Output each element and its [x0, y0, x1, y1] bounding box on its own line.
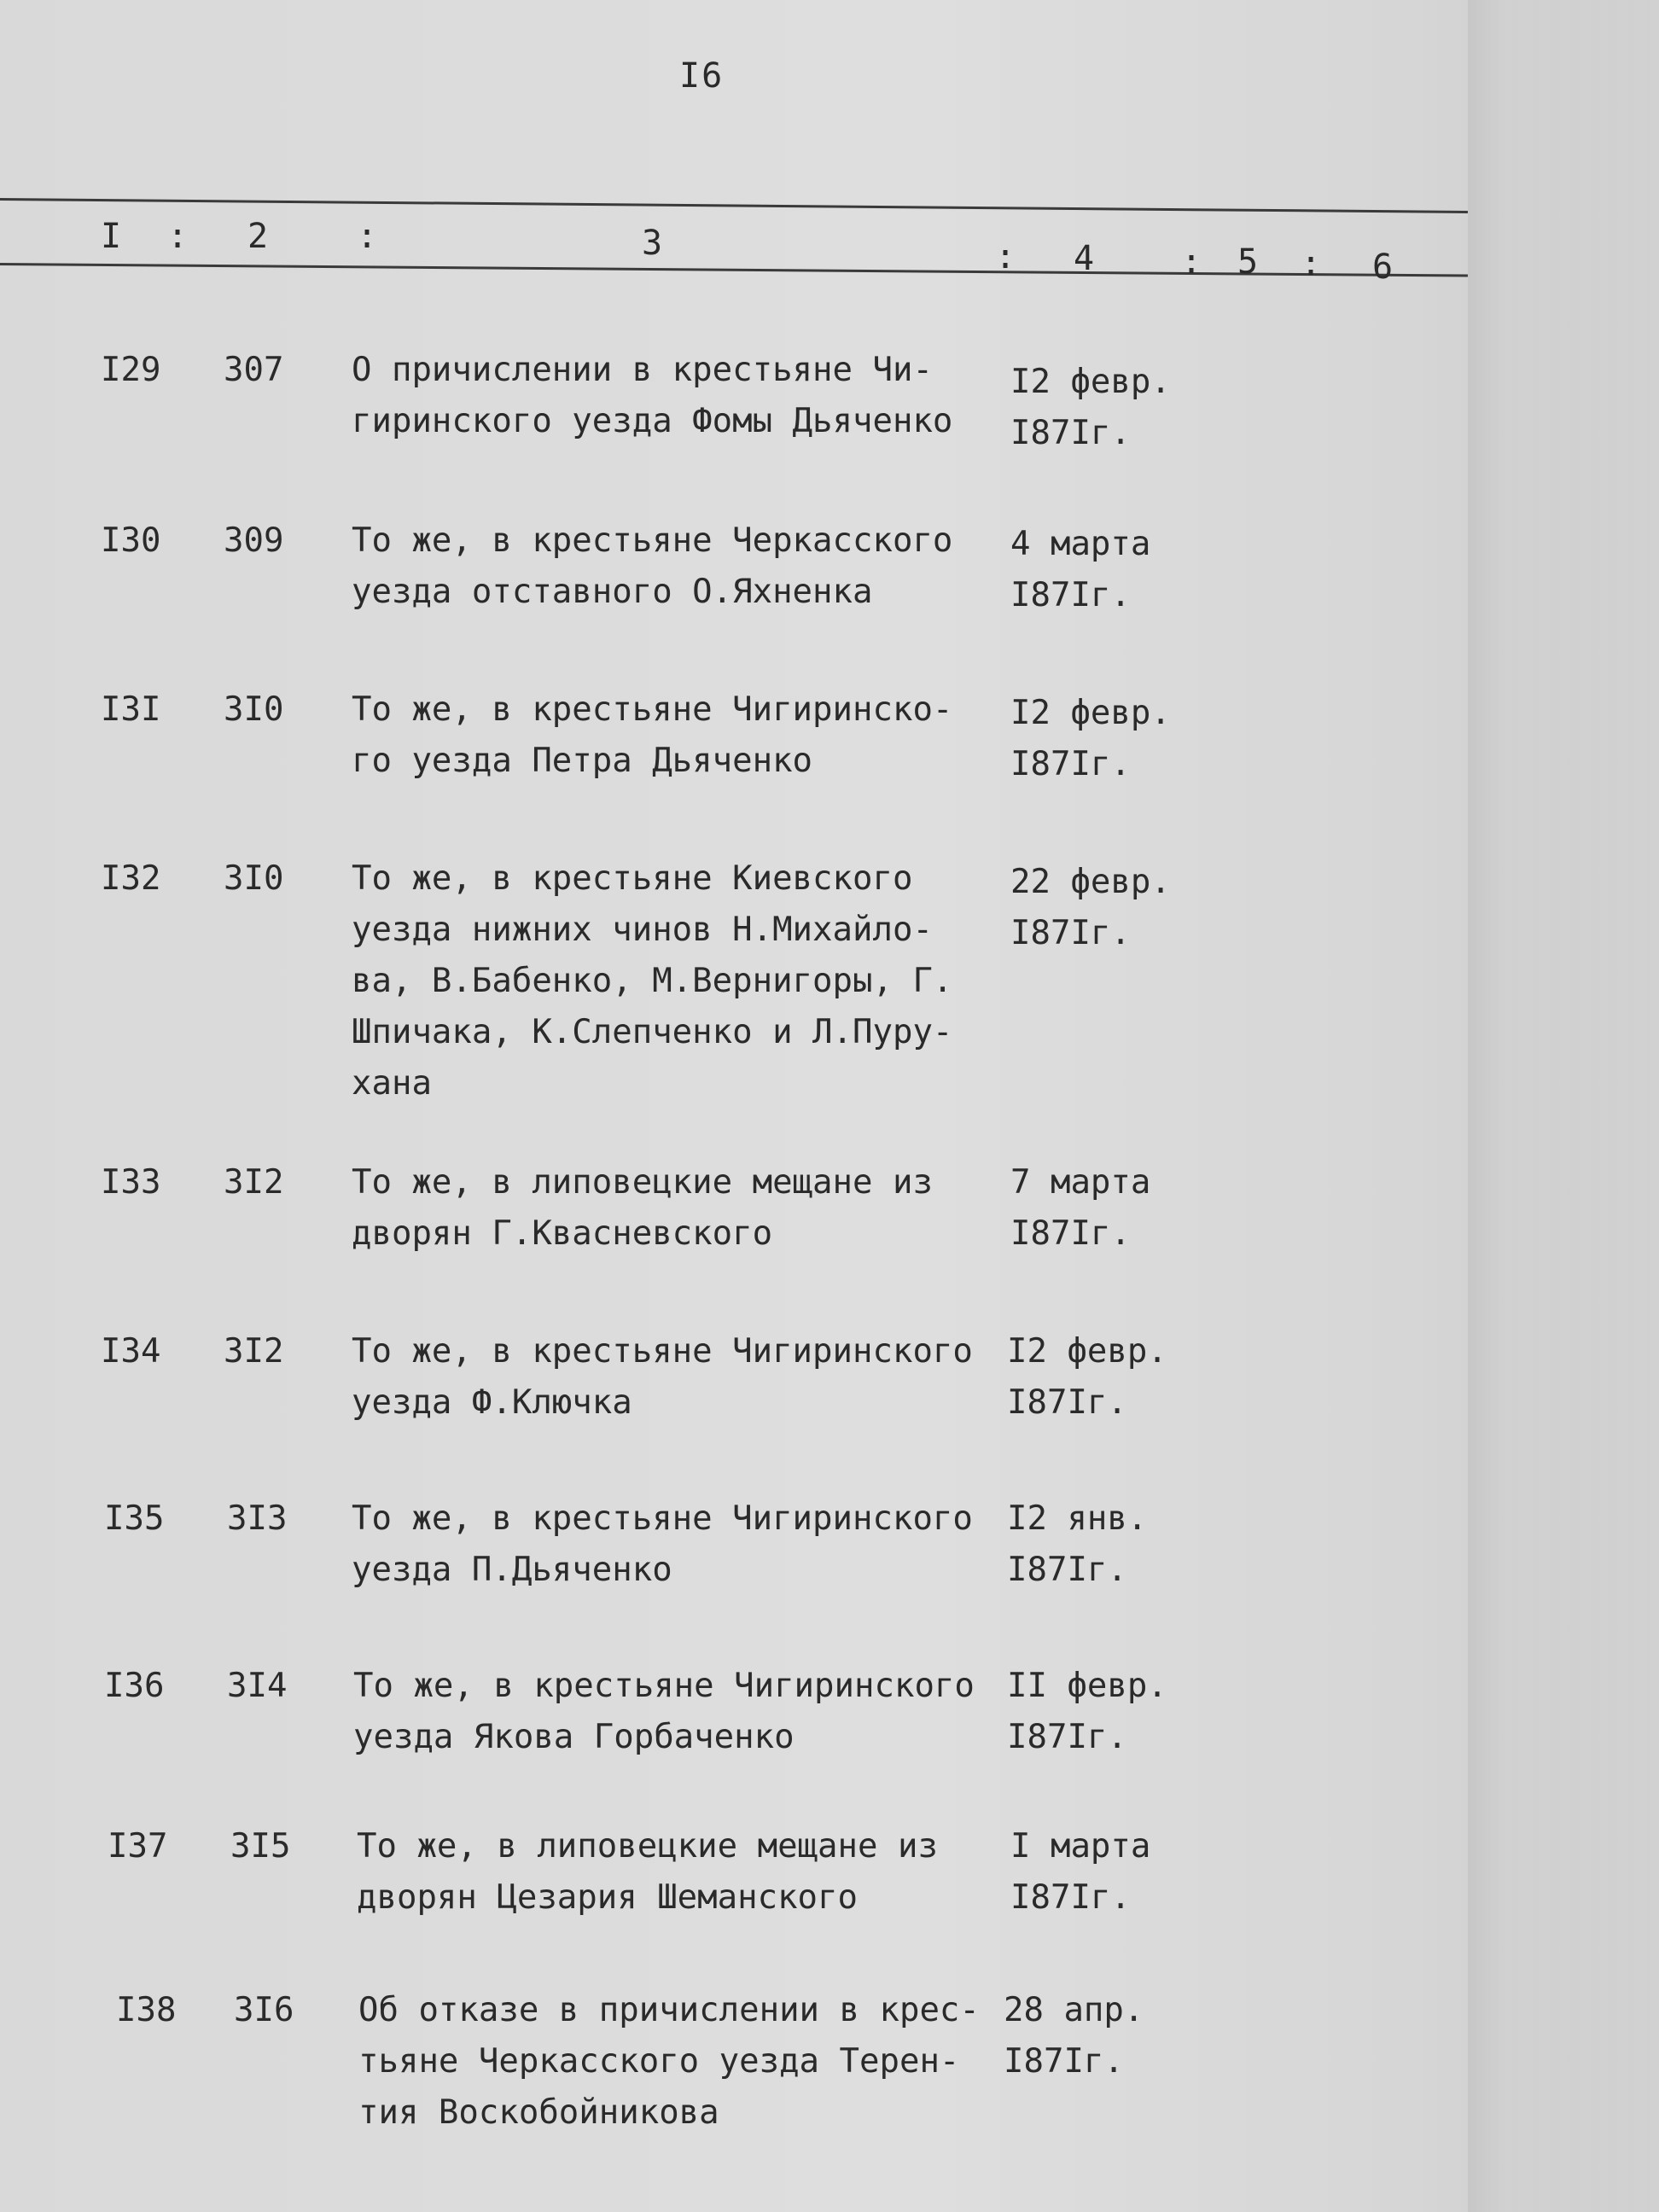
entry-date: [1007, 1661, 1212, 1763]
date-line: I87Iг.: [1010, 1214, 1131, 1253]
entry-date: [1007, 1326, 1212, 1429]
entry-date: [1010, 857, 1215, 959]
column-separator: :: [995, 237, 1016, 276]
date-line: I87Iг.: [1007, 1383, 1127, 1422]
entry-description: [352, 515, 1000, 618]
date-line: I87Iг.: [1007, 1551, 1127, 1589]
date-line: 22 февр.: [1010, 863, 1171, 901]
column-separator: :: [167, 217, 189, 256]
entry-number: I35: [104, 1499, 165, 1538]
date-line: I87Iг.: [1010, 745, 1131, 783]
description-line: уезда отставного О.Яхненка: [352, 573, 873, 611]
description-line: Шпичака, К.Слепченко и Л.Пуру-: [352, 1013, 953, 1051]
file-number: 3I2: [224, 1163, 284, 1202]
file-number: 309: [224, 521, 284, 560]
entry-number: I33: [101, 1163, 161, 1202]
entry-description: [353, 1661, 1002, 1763]
entry-description: [352, 853, 1000, 1109]
column-separator: :: [1301, 244, 1322, 283]
entry-date: [1010, 1157, 1215, 1260]
entry-number: I30: [101, 521, 161, 560]
file-number: 3I0: [224, 859, 284, 898]
entry-number: I37: [108, 1827, 168, 1866]
date-line: I2 янв.: [1007, 1499, 1148, 1538]
column-separator: :: [357, 217, 378, 256]
description-line: То же, в липовецкие мещане из: [357, 1827, 938, 1866]
entry-description: [352, 1326, 1000, 1429]
description-line: дворян Г.Квасневского: [352, 1214, 773, 1253]
entry-date: [1010, 688, 1215, 790]
date-line: I87Iг.: [1004, 2042, 1124, 2081]
entry-number: I32: [101, 859, 161, 898]
column-separator: :: [1181, 242, 1202, 282]
column-header-4: 4: [1074, 239, 1095, 278]
column-header-3: 3: [642, 224, 663, 263]
description-line: То же, в крестьяне Черкасского: [352, 521, 953, 560]
date-line: I87Iг.: [1010, 414, 1131, 452]
date-line: I87Iг.: [1010, 1878, 1131, 1917]
entry-date: [1007, 1493, 1212, 1596]
file-number: 3I2: [224, 1332, 284, 1371]
description-line: То же, в крестьяне Чигиринско-: [352, 690, 953, 729]
date-line: I87Iг.: [1010, 576, 1131, 614]
entry-number: I34: [101, 1332, 161, 1371]
date-line: I2 февр.: [1010, 694, 1171, 732]
page-number: I6: [679, 56, 725, 96]
column-header-5: 5: [1237, 242, 1259, 282]
entry-number: I38: [116, 1991, 177, 2029]
file-number: 3I5: [230, 1827, 291, 1866]
column-header-6: 6: [1372, 247, 1394, 287]
description-line: хана: [352, 1064, 432, 1103]
date-line: 7 марта: [1010, 1163, 1151, 1202]
description-line: уезда Якова Горбаченко: [353, 1718, 795, 1756]
column-header-1: I: [101, 217, 122, 256]
entry-number: I29: [101, 351, 161, 389]
file-number: 3I0: [224, 690, 284, 729]
file-number: 3I3: [227, 1499, 288, 1538]
description-line: уезда нижних чинов Н.Михайло-: [352, 911, 933, 949]
date-line: I2 февр.: [1007, 1332, 1167, 1371]
description-line: тьяне Черкасского уезда Терен-: [358, 2042, 960, 2081]
entry-description: [352, 345, 1000, 447]
date-line: 4 марта: [1010, 525, 1151, 563]
date-line: I87Iг.: [1007, 1718, 1127, 1756]
date-line: I87Iг.: [1010, 914, 1131, 952]
description-line: То же, в крестьяне Киевского: [352, 859, 913, 898]
entry-description: [352, 1493, 1000, 1596]
file-number: 307: [224, 351, 284, 389]
description-line: дворян Цезария Шеманского: [357, 1878, 858, 1917]
entry-description: [357, 1821, 1005, 1924]
date-line: I2 февр.: [1010, 363, 1171, 401]
description-line: Об отказе в причислении в крес-: [358, 1991, 980, 2029]
entry-date: [1010, 519, 1215, 621]
date-line: I марта: [1010, 1827, 1151, 1866]
description-line: То же, в крестьяне Чигиринского: [352, 1499, 973, 1538]
description-line: То же, в липовецкие мещане из: [352, 1163, 933, 1202]
entry-date: [1010, 1821, 1215, 1924]
file-number: 3I4: [227, 1667, 288, 1705]
date-line: 28 апр.: [1004, 1991, 1144, 2029]
column-header-2: 2: [247, 217, 269, 256]
description-line: гиринского уезда Фомы Дьяченко: [352, 402, 953, 440]
date-line: II февр.: [1007, 1667, 1167, 1705]
file-number: 3I6: [234, 1991, 294, 2029]
description-line: О причислении в крестьяне Чи-: [352, 351, 933, 389]
description-line: ва, В.Бабенко, М.Вернигоры, Г.: [352, 962, 953, 1000]
entry-number: I3I: [101, 690, 161, 729]
description-line: тия Воскобойникова: [358, 2093, 719, 2132]
entry-description: [352, 1157, 1000, 1260]
description-line: То же, в крестьяне Чигиринского: [352, 1332, 973, 1371]
entry-date: [1004, 1985, 1208, 2087]
description-line: уезда Ф.Ключка: [352, 1383, 632, 1422]
description-line: То же, в крестьяне Чигиринского: [353, 1667, 975, 1705]
entry-date: [1010, 357, 1215, 459]
entry-number: I36: [104, 1667, 165, 1705]
description-line: уезда П.Дьяченко: [352, 1551, 672, 1589]
description-line: го уезда Петра Дьяченко: [352, 742, 813, 780]
entry-description: [358, 1985, 1007, 2139]
entry-description: [352, 684, 1000, 787]
